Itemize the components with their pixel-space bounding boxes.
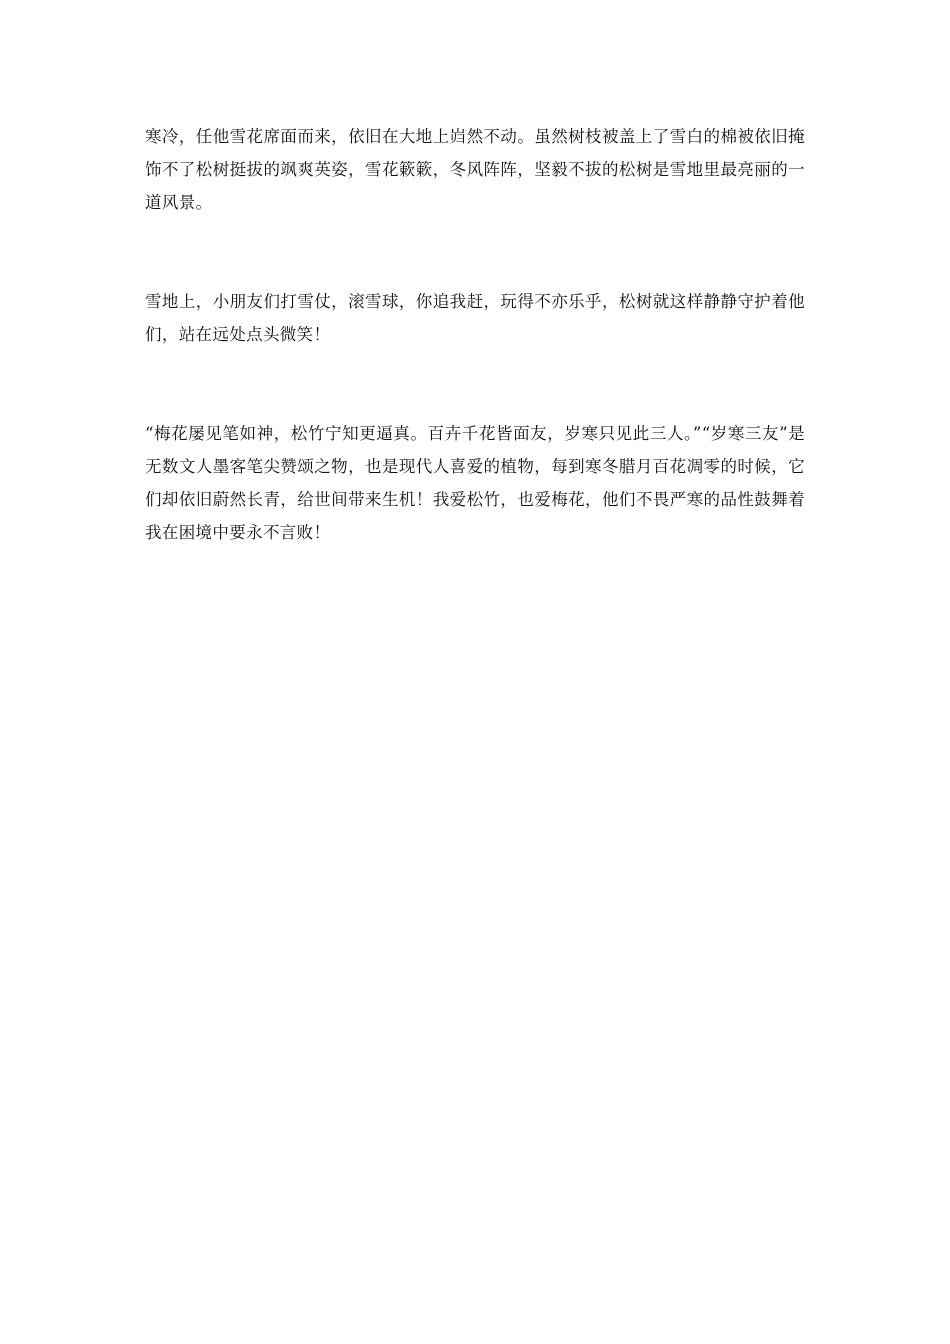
paragraph-pine-in-snow: 寒冷，任他雪花席面而来，依旧在大地上岿然不动。虽然树枝被盖上了雪白的棉被依旧掩饰不了松树挺拔的飒爽英姿，雪花簌簌，冬风阵阵，坚毅不拔的松树是雪地里最亮丽的一道风景。 bbox=[145, 127, 805, 212]
paragraph-three-friends-of-winter: “梅花屡见笔如神，松竹宁知更逼真。百卉千花皆面友，岁寒只见此三人。”“岁寒三友”是无数文人墨客笔尖赞颂之物，也是现代人喜爱的植物，每到寒冬腊月百花凋零的时候，它们却依旧蔚然长青，给世间带来生机！我爱松竹，也爱梅花，他们不畏严寒的品性鼓舞着我在困境中要永不言败！ bbox=[145, 424, 805, 542]
paragraph-children-playing: 雪地上，小朋友们打雪仗，滚雪球，你追我赶，玩得不亦乐乎，松树就这样静静守护着他们，站在远处点头微笑！ bbox=[145, 292, 805, 344]
document-body bbox=[145, 120, 805, 549]
